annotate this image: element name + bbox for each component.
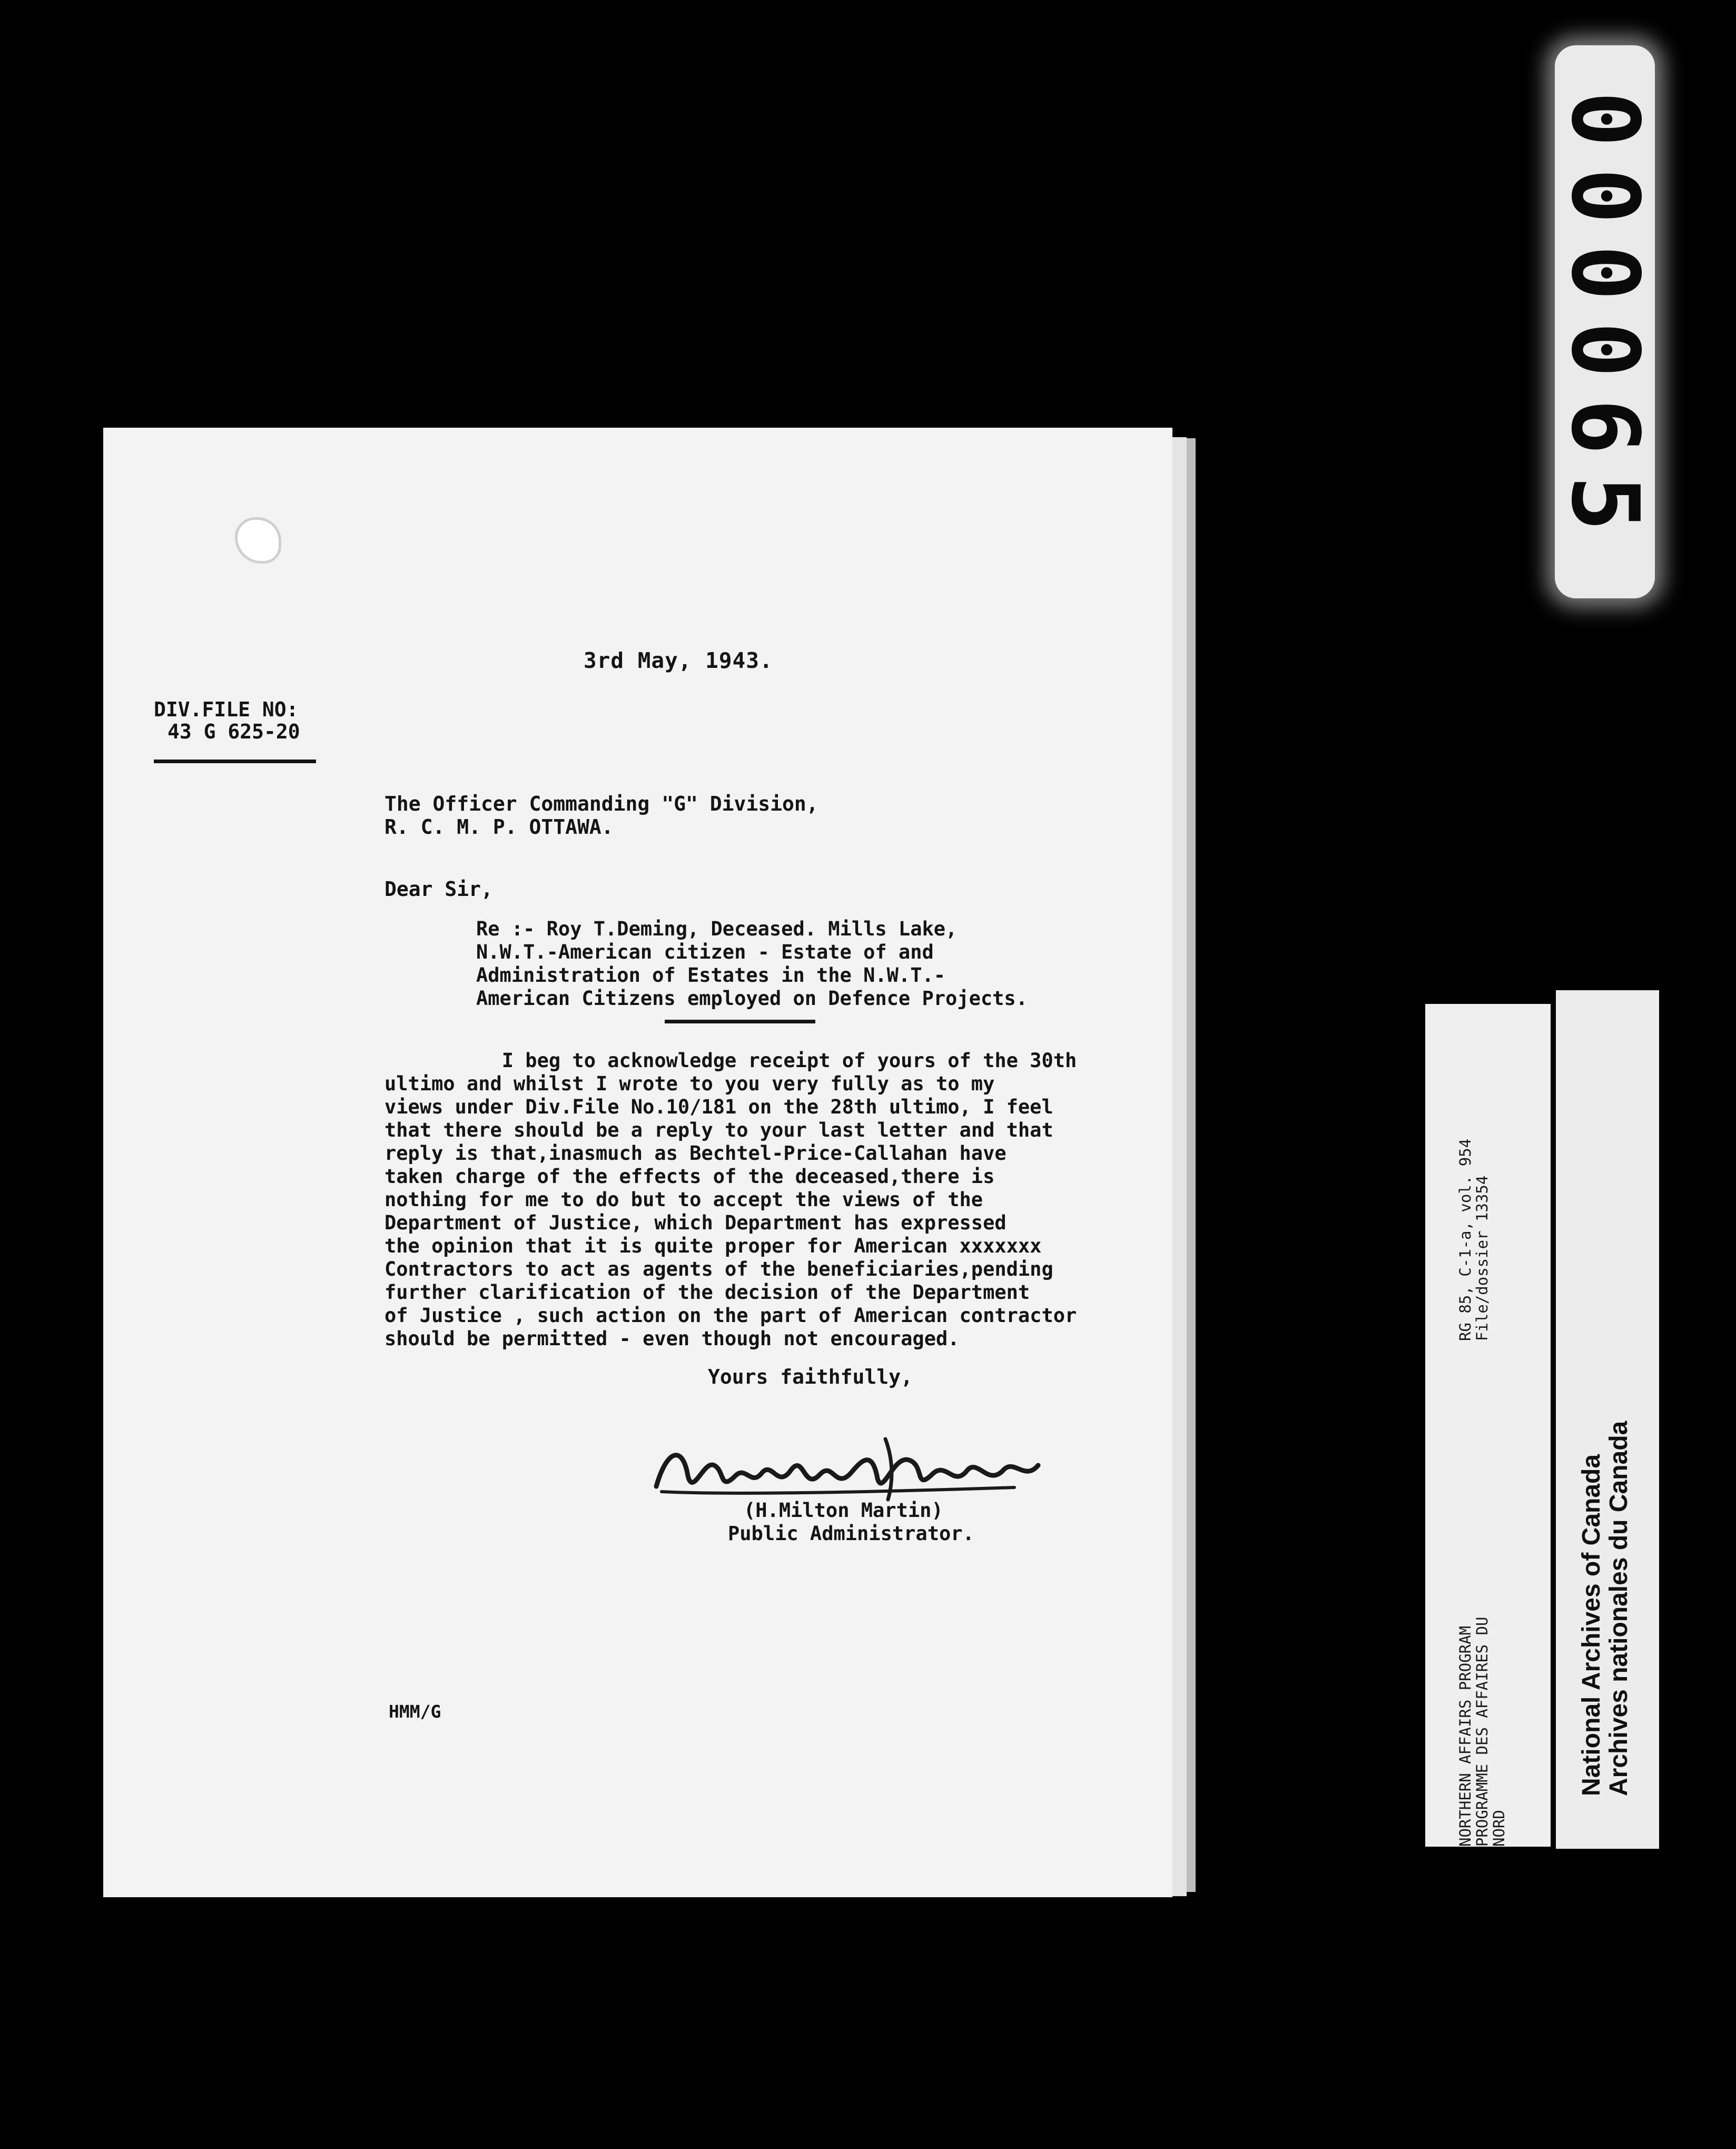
file-reference (154, 698, 300, 743)
letter-sheet (103, 428, 1172, 1897)
body-line: ultimo and whilst I wrote to you very fully as to my (384, 1072, 995, 1095)
address-line: The Officer Commanding "G" Division, (384, 792, 818, 815)
body-line: that there should be a reply to your last letter and that (384, 1119, 1053, 1141)
subject-block (476, 918, 1028, 1010)
subject-line: Re :- Roy T.Deming, Deceased. Mills Lake, (476, 918, 958, 940)
punch-hole-mark (235, 517, 281, 564)
body-line: views under Div.File No.10/181 on the 28th ultimo, I feel (384, 1096, 1053, 1118)
typist-initials: HMM/G (389, 1701, 441, 1722)
body-line: nothing for me to do but to accept the views of the (384, 1188, 983, 1211)
institution-line: National Archives of Canada (1577, 1454, 1605, 1796)
archive-reference-card (1425, 1004, 1551, 1847)
letter-body (384, 1049, 1169, 1350)
body-line: taken charge of the effects of the deceased,there is (384, 1165, 995, 1188)
file-reference-number: 43 G 625-20 (167, 720, 300, 743)
salutation: Dear Sir, (384, 878, 493, 901)
body-line: further clarification of the decision of the Department (384, 1281, 1030, 1304)
signer-title: Public Administrator. (728, 1522, 974, 1545)
program-line: NORD (1490, 1810, 1508, 1847)
letter-date: 3rd May, 1943. (584, 648, 773, 673)
institution-line: Archives nationales du Canada (1605, 1421, 1633, 1796)
body-line: of Justice , such action on the part of American contractor (384, 1304, 1077, 1327)
institution-name (1578, 1421, 1633, 1796)
address-line: R. C. M. P. OTTAWA. (384, 815, 614, 839)
body-line: Contractors to act as agents of the beneficiaries,pending (384, 1258, 1053, 1280)
subject-line: N.W.T.-American citizen - Estate of and (476, 941, 934, 963)
frame-number-card (1551, 45, 1659, 598)
body-line: should be permitted - even though not encouraged. (384, 1327, 960, 1350)
reference-line: File/dossier 13354 (1473, 1175, 1491, 1341)
body-line: Department of Justice, which Department has expressed (384, 1211, 1007, 1234)
signature-block (728, 1499, 974, 1545)
institution-card (1556, 990, 1659, 1849)
reference-line: RG 85, C-1-a, vol. 954 (1456, 1138, 1474, 1341)
subject-line: Administration of Estates in the N.W.T.- (476, 964, 946, 987)
handwritten-signature (646, 1428, 1046, 1507)
archive-reference (1457, 1139, 1491, 1341)
body-line: reply is that,inasmuch as Bechtel-Price-Callahan have (384, 1142, 1007, 1165)
recipient-address (384, 792, 818, 839)
file-reference-underline (154, 760, 316, 763)
file-reference-label: DIV.FILE NO: (154, 698, 299, 721)
frame-number: 000065 (1551, 91, 1659, 553)
closing: Yours faithfully, (708, 1365, 913, 1388)
program-line: NORTHERN AFFAIRS PROGRAM (1456, 1625, 1474, 1847)
program-line: PROGRAMME DES AFFAIRES DU (1473, 1616, 1491, 1847)
signer-name: (H.Milton Martin) (744, 1499, 943, 1522)
program-name (1457, 1617, 1507, 1847)
subject-underline (665, 1020, 815, 1023)
subject-line: American Citizens employed on Defence Projects. (476, 987, 1028, 1010)
body-line: the opinion that it is quite proper for American xxxxxxx (384, 1235, 1042, 1257)
body-line: I beg to acknowledge receipt of yours of the 30th (384, 1049, 1077, 1072)
